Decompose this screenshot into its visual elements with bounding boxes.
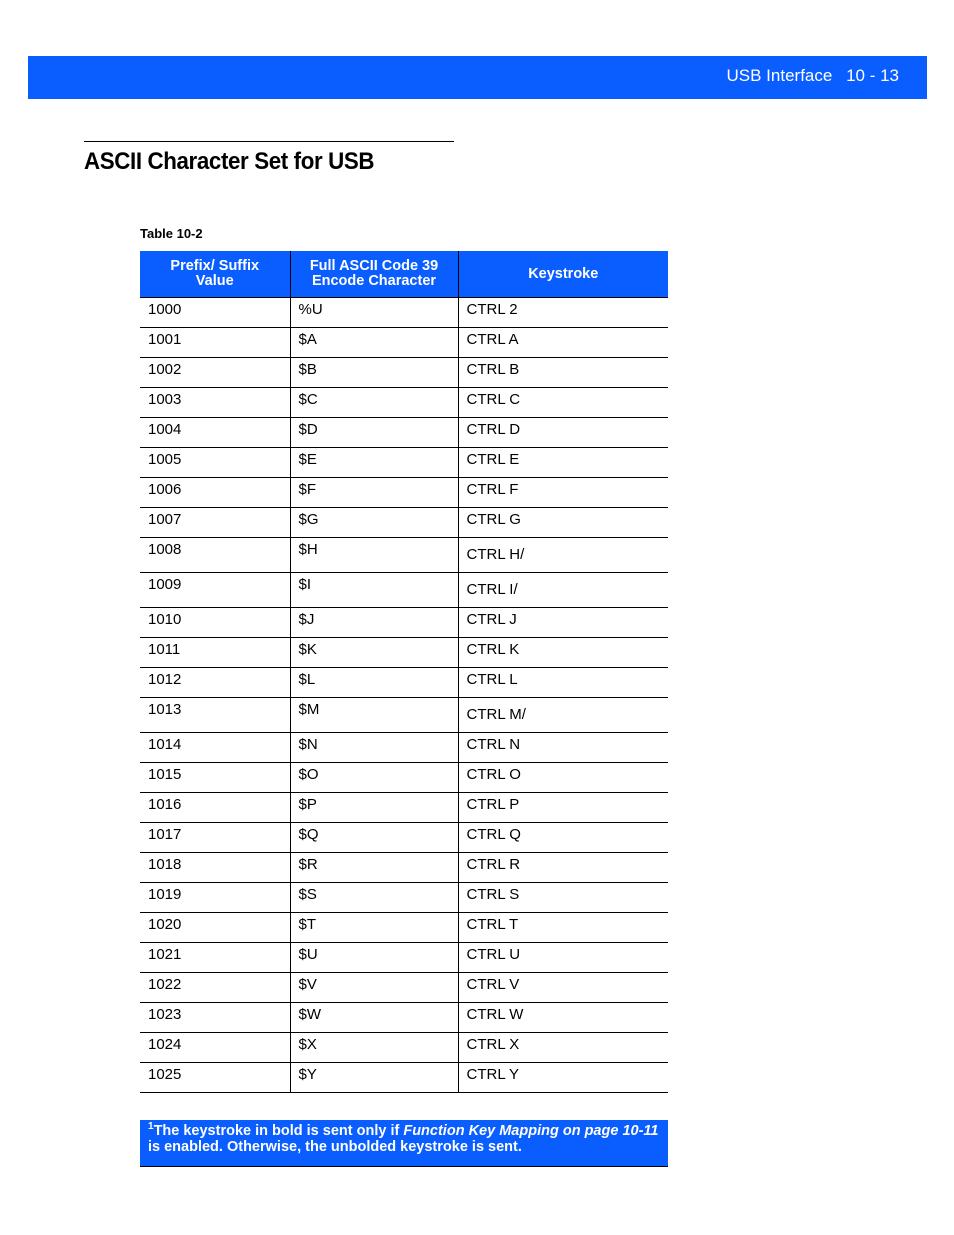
cell-code39-character: $W xyxy=(290,1003,458,1033)
cell-keystroke: CTRL V xyxy=(458,973,668,1003)
cell-keystroke: CTRL C xyxy=(458,388,668,418)
cell-keystroke: CTRL X xyxy=(458,1033,668,1063)
cell-prefix-suffix-value: 1008 xyxy=(140,538,290,573)
cell-code39-character: $N xyxy=(290,733,458,763)
cell-prefix-suffix-value: 1022 xyxy=(140,973,290,1003)
cell-prefix-suffix-value: 1017 xyxy=(140,823,290,853)
cell-keystroke: CTRL 2 xyxy=(458,298,668,328)
cell-prefix-suffix-value: 1024 xyxy=(140,1033,290,1063)
cell-keystroke: CTRL U xyxy=(458,943,668,973)
cell-prefix-suffix-value: 1016 xyxy=(140,793,290,823)
cell-prefix-suffix-value: 1012 xyxy=(140,668,290,698)
cell-keystroke: CTRL A xyxy=(458,328,668,358)
footnote-text-before: The keystroke in bold is sent only if xyxy=(153,1123,404,1139)
table-row xyxy=(140,733,668,763)
cell-code39-character: $F xyxy=(290,478,458,508)
cell-keystroke: CTRL T xyxy=(458,913,668,943)
cell-prefix-suffix-value: 1023 xyxy=(140,1003,290,1033)
table-row xyxy=(140,298,668,328)
cell-keystroke: CTRL H/ xyxy=(458,538,668,573)
cell-code39-character: $E xyxy=(290,448,458,478)
cell-code39-character: $I xyxy=(290,573,458,608)
ascii-table xyxy=(140,251,668,1093)
cell-keystroke: CTRL S xyxy=(458,883,668,913)
cell-code39-character: $T xyxy=(290,913,458,943)
cell-code39-character: $U xyxy=(290,943,458,973)
cell-keystroke: CTRL I/ xyxy=(458,573,668,608)
cell-code39-character: $R xyxy=(290,853,458,883)
cell-prefix-suffix-value: 1000 xyxy=(140,298,290,328)
table-row xyxy=(140,1063,668,1093)
cell-prefix-suffix-value: 1014 xyxy=(140,733,290,763)
page-header-bar xyxy=(28,56,927,99)
table-row xyxy=(140,943,668,973)
cell-keystroke: CTRL K xyxy=(458,638,668,668)
cell-code39-character: $H xyxy=(290,538,458,573)
table-row xyxy=(140,448,668,478)
table-footnote xyxy=(140,1120,668,1167)
column-header-keystroke: Keystroke xyxy=(458,251,668,298)
cell-code39-character: $B xyxy=(290,358,458,388)
cell-code39-character: $J xyxy=(290,608,458,638)
table-row xyxy=(140,608,668,638)
cell-code39-character: $V xyxy=(290,973,458,1003)
table-body xyxy=(140,298,668,1093)
cell-prefix-suffix-value: 1010 xyxy=(140,608,290,638)
cell-keystroke: CTRL O xyxy=(458,763,668,793)
cell-prefix-suffix-value: 1004 xyxy=(140,418,290,448)
table-row xyxy=(140,478,668,508)
table-row xyxy=(140,973,668,1003)
table-row xyxy=(140,823,668,853)
cell-keystroke: CTRL B xyxy=(458,358,668,388)
cell-keystroke: CTRL J xyxy=(458,608,668,638)
cell-keystroke: CTRL L xyxy=(458,668,668,698)
cell-code39-character: $M xyxy=(290,698,458,733)
cell-keystroke: CTRL M/ xyxy=(458,698,668,733)
cell-code39-character: $Q xyxy=(290,823,458,853)
column-header-prefix-suffix: Prefix/ Suffix Value xyxy=(140,251,290,298)
running-header xyxy=(727,66,900,86)
cell-keystroke: CTRL D xyxy=(458,418,668,448)
table-row xyxy=(140,698,668,733)
cell-code39-character: $G xyxy=(290,508,458,538)
column-header-code39: Full ASCII Code 39 Encode Character xyxy=(290,251,458,298)
cell-keystroke: CTRL E xyxy=(458,448,668,478)
cell-keystroke: CTRL Y xyxy=(458,1063,668,1093)
cell-keystroke: CTRL F xyxy=(458,478,668,508)
cell-code39-character: $Y xyxy=(290,1063,458,1093)
cell-code39-character: $P xyxy=(290,793,458,823)
table-row xyxy=(140,1033,668,1063)
table-row xyxy=(140,913,668,943)
title-rule xyxy=(84,141,454,142)
table-row xyxy=(140,668,668,698)
table-row xyxy=(140,508,668,538)
cell-prefix-suffix-value: 1009 xyxy=(140,573,290,608)
table-row xyxy=(140,358,668,388)
table-caption: Table 10-2 xyxy=(140,226,203,241)
cell-prefix-suffix-value: 1025 xyxy=(140,1063,290,1093)
cell-code39-character: $S xyxy=(290,883,458,913)
cell-prefix-suffix-value: 1020 xyxy=(140,913,290,943)
cell-prefix-suffix-value: 1018 xyxy=(140,853,290,883)
header-section: USB Interface xyxy=(726,66,833,85)
cell-keystroke: CTRL P xyxy=(458,793,668,823)
footnote-marker: 1 xyxy=(148,1121,154,1133)
footnote-text-after: is enabled. Otherwise, the unbolded keystroke is sent. xyxy=(148,1139,522,1155)
cell-prefix-suffix-value: 1006 xyxy=(140,478,290,508)
table-row xyxy=(140,388,668,418)
cell-prefix-suffix-value: 1005 xyxy=(140,448,290,478)
cell-code39-character: $K xyxy=(290,638,458,668)
cell-prefix-suffix-value: 1015 xyxy=(140,763,290,793)
cell-keystroke: CTRL Q xyxy=(458,823,668,853)
cell-prefix-suffix-value: 1003 xyxy=(140,388,290,418)
cell-keystroke: CTRL G xyxy=(458,508,668,538)
table-row xyxy=(140,638,668,668)
table-row xyxy=(140,1003,668,1033)
cell-prefix-suffix-value: 1001 xyxy=(140,328,290,358)
table-row xyxy=(140,763,668,793)
cell-code39-character: $L xyxy=(290,668,458,698)
cell-code39-character: %U xyxy=(290,298,458,328)
table-row xyxy=(140,328,668,358)
table-row xyxy=(140,793,668,823)
cell-prefix-suffix-value: 1011 xyxy=(140,638,290,668)
footnote-link[interactable]: Function Key Mapping on page 10-11 xyxy=(403,1123,659,1139)
table-row xyxy=(140,418,668,448)
cell-prefix-suffix-value: 1021 xyxy=(140,943,290,973)
cell-code39-character: $O xyxy=(290,763,458,793)
table-row xyxy=(140,853,668,883)
cell-code39-character: $C xyxy=(290,388,458,418)
table-row xyxy=(140,883,668,913)
cell-code39-character: $A xyxy=(290,328,458,358)
header-page-number: 10 - 13 xyxy=(846,66,899,85)
table-header-row xyxy=(140,251,668,298)
cell-keystroke: CTRL N xyxy=(458,733,668,763)
cell-prefix-suffix-value: 1002 xyxy=(140,358,290,388)
cell-prefix-suffix-value: 1007 xyxy=(140,508,290,538)
cell-code39-character: $D xyxy=(290,418,458,448)
cell-keystroke: CTRL W xyxy=(458,1003,668,1033)
table-row xyxy=(140,538,668,573)
cell-code39-character: $X xyxy=(290,1033,458,1063)
cell-keystroke: CTRL R xyxy=(458,853,668,883)
cell-prefix-suffix-value: 1019 xyxy=(140,883,290,913)
table-row xyxy=(140,573,668,608)
section-title: ASCII Character Set for USB xyxy=(84,148,375,175)
cell-prefix-suffix-value: 1013 xyxy=(140,698,290,733)
